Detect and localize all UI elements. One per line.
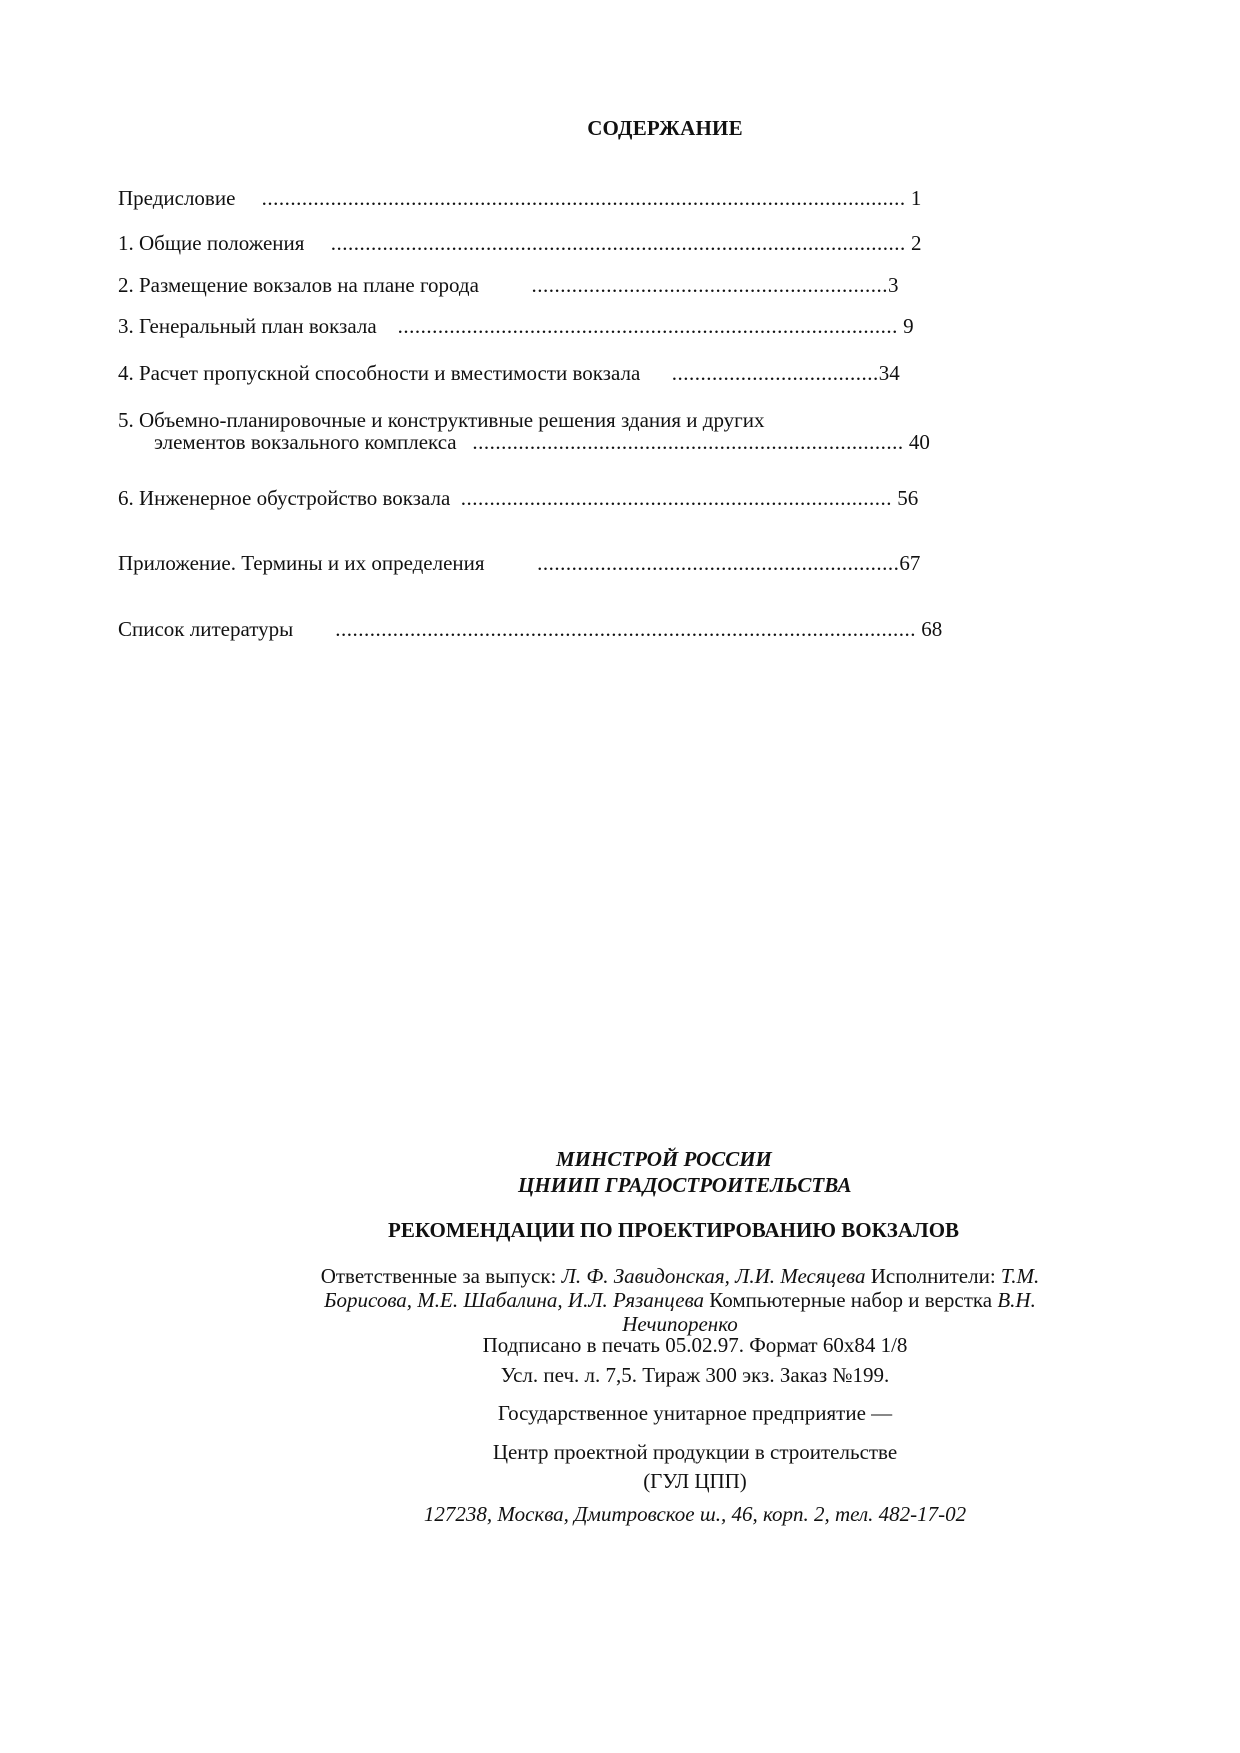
toc-entry-page: 34 [878, 361, 900, 385]
toc-entry-label: Список литературы [118, 617, 294, 641]
toc-entry [118, 186, 921, 210]
toc-entry-continuation [118, 430, 930, 454]
toc-entry-label: 6. Инженерное обустройство вокзала [118, 486, 451, 510]
toc-entry-page: 40 [908, 430, 930, 454]
toc-entry [118, 231, 921, 255]
credits-block [280, 1264, 1080, 1336]
institute-name: ЦНИИП ГРАДОСТРОИТЕЛЬСТВА [518, 1173, 852, 1197]
toc-entry-label: Предисловие [118, 186, 236, 210]
toc-entry-label: Приложение. Термины и их определения [118, 551, 485, 575]
toc-entry [118, 273, 898, 297]
toc-entry [118, 314, 914, 338]
toc-entry [118, 486, 918, 510]
enterprise-abbr: (ГУЛ ЦПП) [643, 1469, 747, 1493]
publication-title: РЕКОМЕНДАЦИИ ПО ПРОЕКТИРОВАНИЮ ВОКЗАЛОВ [388, 1218, 960, 1242]
toc-entry-dots: ..................................................................................................... [335, 617, 917, 641]
toc-entry-page: 2 [910, 231, 922, 255]
toc-entry-label: 2. Размещение вокзалов на плане города [118, 273, 479, 297]
executors-label: Исполнители: [870, 1264, 996, 1288]
toc-entry-label-continued: элементов вокзального комплекса [154, 430, 457, 454]
toc-entry-label: 1. Общие положения [118, 231, 305, 255]
toc-entry-dots: .................................... [671, 361, 879, 385]
toc-entry [118, 408, 765, 432]
toc-entry-page: 56 [897, 486, 919, 510]
executors-names: Т.М. Борисова, М.Е. Шабалина, И.Л. Рязанцева [324, 1264, 1040, 1312]
ministry-name: МИНСТРОЙ РОССИИ [556, 1147, 772, 1171]
toc-entry [118, 617, 942, 641]
enterprise-line-1: Государственное унитарное предприятие — [497, 1401, 893, 1425]
typeset-label: Компьютерные набор и верстка [709, 1288, 993, 1312]
responsible-names: Л. Ф. Завидонская, Л.И. Месяцева [561, 1264, 866, 1288]
signed-to-print: Подписано в печать 05.02.97. Формат 60x84 1/8 [482, 1333, 908, 1357]
toc-entry-label: 3. Генеральный план вокзала [118, 314, 377, 338]
toc-entry-label: 5. Объемно-планировочные и конструктивные решения здания и других [118, 408, 765, 432]
toc-entry [118, 551, 920, 575]
toc-entry-label: 4. Расчет пропускной способности и вместимости вокзала [118, 361, 641, 385]
toc-entry-page: 9 [903, 314, 914, 338]
toc-entry-page: 1 [910, 186, 922, 210]
toc-entry [118, 361, 900, 385]
enterprise-line-2: Центр проектной продукции в строительстве [492, 1440, 898, 1464]
toc-entry-dots: ........................................................................... [460, 486, 893, 510]
print-info: Усл. печ. л. 7,5. Тираж 300 экз. Заказ №199. [500, 1363, 890, 1387]
toc-entry-dots: ........................................................................... [472, 430, 904, 454]
toc-entry-page: 67 [899, 551, 921, 575]
typeset-name: В.Н. Нечипоренко [622, 1288, 1036, 1336]
toc-entry-dots: ............................................................... [537, 551, 900, 575]
toc-entry-dots: ................................................................................................................ [261, 186, 906, 210]
toc-title: СОДЕРЖАНИЕ [587, 116, 743, 140]
toc-entry-page: 3 [887, 273, 899, 297]
toc-entry-dots: .................................................................................................... [330, 231, 906, 255]
toc-entry-dots: ....................................................................................... [397, 314, 898, 338]
toc-entry-dots: .............................................................. [531, 273, 888, 297]
toc-entry-page: 68 [921, 617, 943, 641]
publisher-address: 127238, Москва, Дмитровское ш., 46, корп. 2, тел. 482-17-02 [423, 1502, 967, 1526]
responsible-label: Ответственные за выпуск: [320, 1264, 557, 1288]
